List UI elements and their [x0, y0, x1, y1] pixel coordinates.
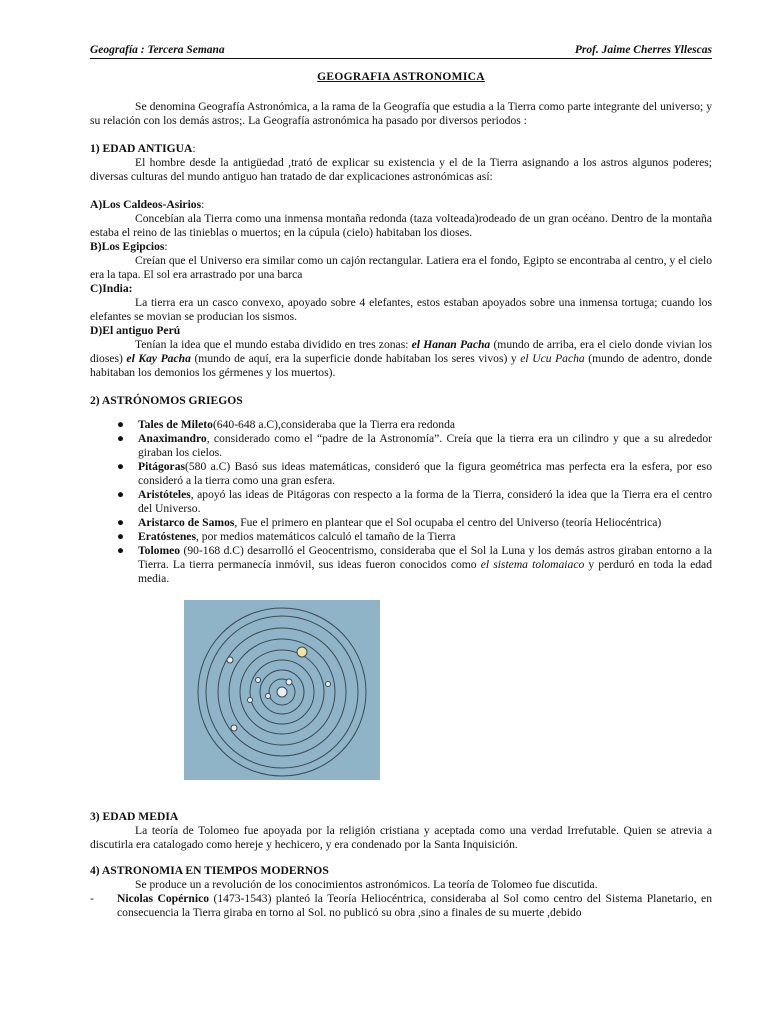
- india-heading: C)India:: [90, 282, 133, 295]
- dash-icon: -: [90, 892, 94, 905]
- geocentric-diagram-image: [184, 600, 380, 780]
- astronomers-list: [90, 418, 712, 586]
- peru-text: Tenían la idea que el mundo estaba dividido en tres zonas: el Hanan Pacha (mundo de arriba, era el cielo donde vivian los dioses) el Kay Pacha (mundo de aquí, era la superficie donde habitaban los seres vivos) y el Ucu Pacha (mundo de adentro, donde habitaban los demonios los gérmenes y los muertos).: [90, 338, 712, 379]
- list-item: ● Eratóstenes, por medios matemáticos calculó el tamaño de la Tierra: [117, 530, 456, 543]
- document-body: [90, 70, 712, 920]
- caldeos-heading: A)Los Caldeos-Asirios:: [90, 198, 205, 211]
- section-3-text: La teoría de Tolomeo fue apoyada por la religión cristiana y aceptada como una verdad Irrefutable. Quien se atrevia a discutirla era catalogado como hereje y hechicero, y era condenado por la Santa Inquisición.: [90, 824, 712, 851]
- bullet-icon: ●: [117, 530, 125, 543]
- section-1-text: El hombre desde la antigüedad ,trató de explicar su existencia y el de la Tierra asignando a los astros algunos poderes; diversas culturas del mundo antiguo han tratado de dar explicaciones astronómicas así:: [90, 156, 712, 183]
- intro-paragraph: Se denomina Geografía Astronómica, a la rama de la Geografía que estudia a la Tierra como parte integrante del universo; y su relación con los demás astros;. La Geografía astronómica ha pasado por diversos periodos :: [90, 100, 712, 127]
- caldeos-text: Concebían ala Tierra como una inmensa montaña redonda (taza volteada)rodeado de un gran océano. Dentro de la montaña estaba el reino de las tinieblas o muertos; en la cúpula (cielo) habitaban los dioses.: [90, 212, 712, 239]
- egipcios-heading: B)Los Egipcios:: [90, 240, 168, 253]
- section-1-heading: 1) EDAD ANTIGUA:: [90, 142, 196, 155]
- section-2-heading: 2) ASTRÓNOMOS GRIEGOS: [90, 394, 243, 407]
- list-item: ● Pitágoras(580 a.C) Basó sus ideas matemáticas, consideró que la figura geométrica mas perfecta era la esfera, por eso consideró a la tierra como una gran esfera.: [117, 460, 712, 487]
- india-text: La tierra era un casco convexo, apoyado sobre 4 elefantes, estos estaban apoyados sobre una inmensa tortuga; cuando los elefantes se movian se producian los sismos.: [90, 296, 712, 323]
- term-kay-pacha: el Kay Pacha: [126, 352, 191, 365]
- list-item: ● Anaximandro, considerado como el “padre de la Astronomía”. Creía que la tierra era un cilindro y que a su alrededor giraban los cielos.: [117, 432, 712, 459]
- document-title: GEOGRAFIA ASTRONOMICA: [317, 71, 485, 83]
- section-4-heading: 4) ASTRONOMIA EN TIEMPOS MODERNOS: [90, 864, 329, 877]
- list-item: ● Aristarco de Samos, Fue el primero en plantear que el Sol ocupaba el centro del Universo (teoría Heliocéntrica): [117, 516, 662, 529]
- peru-heading: D)El antiguo Perú: [90, 324, 181, 337]
- header-course: Geografía : Tercera Semana: [90, 44, 225, 56]
- header-rule: [90, 58, 712, 59]
- term-hanan-pacha: el Hanan Pacha: [411, 338, 491, 351]
- list-item: ● Aristóteles, apoyó las ideas de Pitágoras con respecto a la forma de la Tierra, consideró la idea que la Tierra era el centro del Universo.: [117, 488, 712, 515]
- page-header: [90, 43, 712, 57]
- bullet-icon: ●: [117, 544, 125, 557]
- bullet-icon: ●: [117, 432, 125, 445]
- section-3-heading: 3) EDAD MEDIA: [90, 810, 179, 823]
- geocentric-diagram-icon: [184, 600, 380, 780]
- section-4-text: Se produce un a revolución de los conocimientos astronómicos. La teoría de Tolomeo fue discutida.: [135, 878, 598, 891]
- egipcios-text: Creían que el Universo era similar como un cajón rectangular. Latiera era el fondo, Egipto se encontraba al centro, y el cielo era la tapa. El sol era arrastrado por una barca: [90, 254, 712, 281]
- bullet-icon: ●: [117, 460, 125, 473]
- header-professor: Prof. Jaime Cherres Yllescas: [574, 44, 712, 56]
- bullet-icon: ●: [117, 488, 125, 501]
- bullet-icon: ●: [117, 516, 125, 529]
- list-item: ● Tolomeo (90-168 d.C) desarrolló el Geocentrismo, consideraba que el Sol la Luna y los demás astros giraban entorno a la Tierra. La tierra permanecía inmóvil, sus ideas fueron conocidos como el sistema tolomaiaco y perduró en toda la edad media.: [117, 544, 712, 585]
- term-ucu-pacha: el Ucu Pacha: [520, 352, 585, 365]
- bullet-icon: ●: [117, 418, 125, 431]
- list-item: ● Tales de Mileto(640-648 a.C),consideraba que la Tierra era redonda: [117, 418, 456, 431]
- list-item: - Nicolas Copérnico (1473-1543) planteó la Teoría Heliocéntrica, consideraba al Sol como centro del Sistema Planetario, en consecuencia la Tierra giraba en torno al Sol. no publicó su obra ,sino a finales de su muerte ,debido: [90, 892, 712, 919]
